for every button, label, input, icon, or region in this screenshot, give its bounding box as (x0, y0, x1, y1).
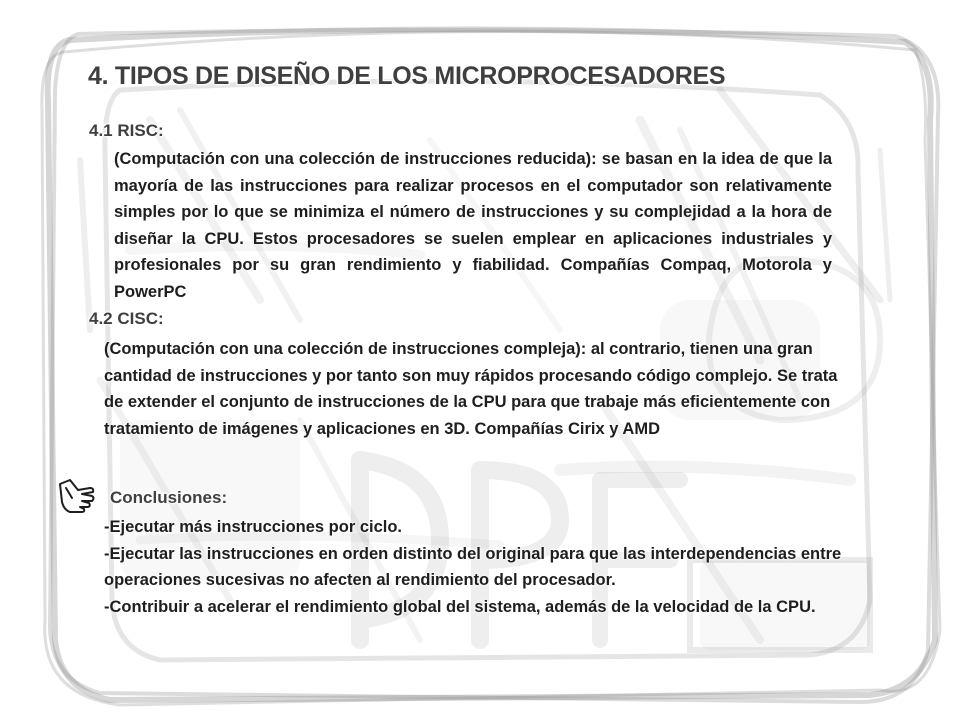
risc-heading: 4.1 RISC: (89, 121, 164, 140)
conclusion-item: -Ejecutar las instrucciones en orden distinto del original para que las interdependencias entre operaciones sucesivas no afecten al rendimiento del procesador. (104, 544, 842, 589)
risc-paragraph: (Computación con una colección de instrucciones reducida): se basan en la idea de que la mayoría de las instrucciones para realizar procesos en el computador son relativamente simples por lo que se minimiza el número de instrucciones y su complejidad a la hora de diseñar la CPU. Estos procesadores se suelen emplear en aplicaciones industriales y profesionales por su gran rendimiento y fiabilidad. Compañías Compaq, Motorola y PowerPC (114, 150, 832, 301)
conclusions-list (104, 514, 856, 620)
pointing-hand-icon (56, 476, 100, 516)
cisc-heading: 4.2 CISC: (89, 309, 164, 328)
conclusions-heading: Conclusiones: (110, 488, 228, 507)
slide-title: 4. TIPOS DE DISEÑO DE LOS MICROPROCESADORES (88, 62, 726, 90)
conclusion-item: -Ejecutar más instrucciones por ciclo. (104, 518, 403, 536)
conclusion-item: -Contribuir a acelerar el rendimiento global del sistema, además de la velocidad de la CPU. (104, 597, 816, 616)
cisc-paragraph: (Computación con una colección de instrucciones compleja): al contrario, tienen una gran cantidad de instrucciones y por tanto son muy rápidos procesando código complejo. Se trata de extender el conjunto de instrucciones de la CPU para que trabaje más eficientemente con tratamiento de imágenes y aplicaciones en 3D. Compañías Cirix y AMD (104, 340, 838, 438)
